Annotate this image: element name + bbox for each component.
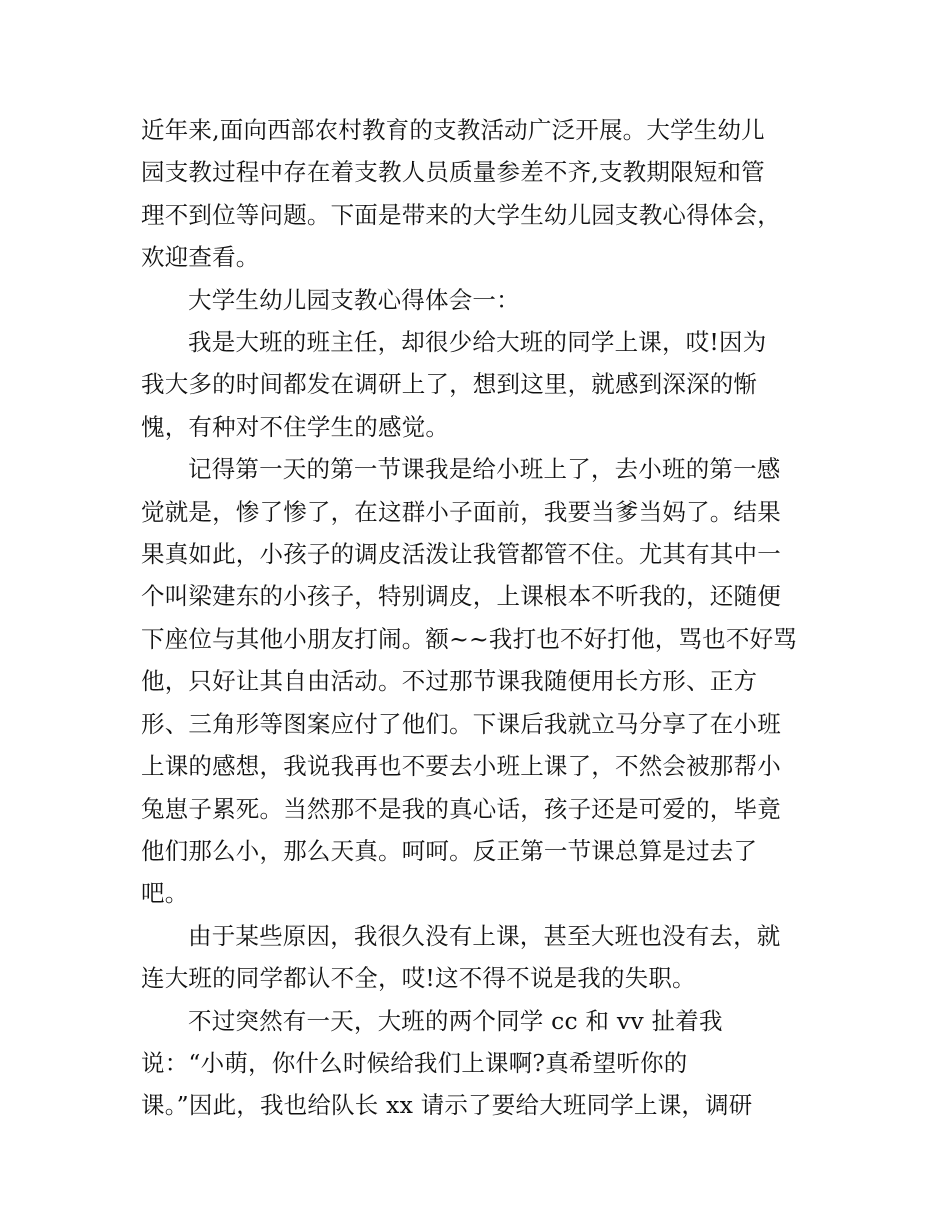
text-line: 园支教过程中存在着支教人员质量参差不齐,支教期限短和管 <box>141 158 765 187</box>
text-line: 他，只好让其自由活动。不过那节课我随便用长方形、正方 <box>141 667 758 696</box>
paragraph-intro <box>141 109 811 279</box>
text-line: 连大班的同学都认不全，哎!这不得不说是我的失职。 <box>141 964 696 993</box>
text-line: 理不到位等问题。下面是带来的大学生幼儿园支教心得体会， <box>141 200 781 229</box>
text-line: 吧。 <box>141 879 189 908</box>
text-line: 说：“小萌，你什么时候给我们上课啊?真希望听你的 <box>141 1048 688 1077</box>
text-line: 愧，有种对不住学生的感觉。 <box>141 412 450 441</box>
text-line: 课。”因此，我也给队长 xx 请示了要给大班同学上课，调研 <box>141 1091 753 1120</box>
text-line: 下座位与其他小朋友打闹。额~~我打也不好打他，骂也不好骂 <box>141 624 797 653</box>
paragraph-request <box>141 1000 811 1127</box>
text-line: 他们那么小，那么天真。呵呵。反正第一节课总算是过去了 <box>141 836 758 865</box>
paragraph-class-teacher <box>141 321 811 448</box>
text-line: 欢迎查看。 <box>141 243 260 272</box>
text-line: 不过突然有一天，大班的两个同学 cc 和 vv 扯着我 <box>188 1006 723 1035</box>
text-line: 果真如此，小孩子的调皮活泼让我管都管不住。尤其有其中一 <box>141 540 781 569</box>
text-line: 我大多的时间都发在调研上了，想到这里，就感到深深的惭 <box>141 370 758 399</box>
text-line: 觉就是，惨了惨了，在这群小子面前，我要当爹当妈了。结果 <box>141 497 781 526</box>
text-line: 兔崽子累死。当然那不是我的真心话，孩子还是可爱的，毕竟 <box>141 794 781 823</box>
text-line: 近年来,面向西部农村教育的支教活动广泛开展。大学生幼儿 <box>141 116 765 144</box>
text-line: 由于某些原因，我很久没有上课，甚至大班也没有去，就 <box>188 921 781 950</box>
text-line: 记得第一天的第一节课我是给小班上了，去小班的第一感 <box>188 455 781 484</box>
text-line: 形、三角形等图案应付了他们。下课后我就立马分享了在小班 <box>141 709 781 738</box>
paragraph-absence <box>141 915 811 1000</box>
text-line: 上课的感想，我说我再也不要去小班上课了，不然会被那帮小 <box>141 752 781 781</box>
text-line: 大学生幼儿园支教心得体会一： <box>188 285 520 314</box>
text-line: 我是大班的班主任，却很少给大班的同学上课，哎!因为 <box>188 328 767 357</box>
document-body <box>141 109 811 1127</box>
paragraph-first-day <box>141 448 811 914</box>
section-heading <box>141 279 811 321</box>
text-line: 个叫梁建东的小孩子，特别调皮，上课根本不听我的，还随便 <box>141 582 781 611</box>
